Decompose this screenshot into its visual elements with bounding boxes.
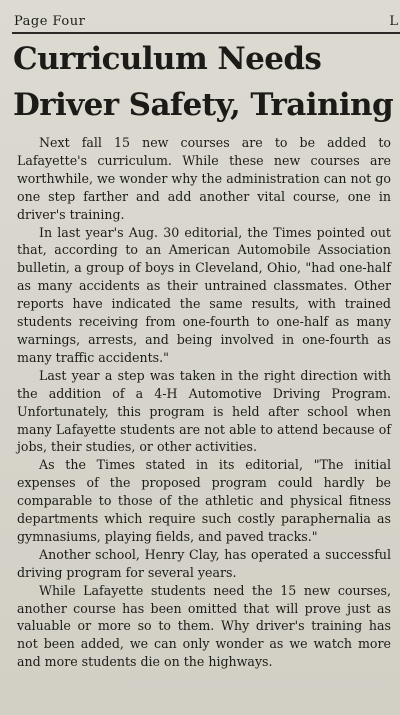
article-paragraph: Another school, Henry Clay, has operated a successful driving program for several years. xyxy=(17,546,391,580)
article-paragraph: As the Times stated in its editorial, "The initial expenses of the proposed program could hardly be comparable to those of the athletic and physical fitness departments which require such costly paraphernalia as gymnasiums, playing fields, and paved tracks." xyxy=(17,457,391,544)
article-paragraph: In last year's Aug. 30 editorial, the Times pointed out that, according to an American Automobile Association bulletin, a group of boys in Cleveland, Ohio, "had one-half as many accidents as their untrained classmates. Other reports have indicated the same results, with trained students receiving from one-fourth to one-half as many warnings, arrests, and being involved in one-fourth as many traffic accidents." xyxy=(17,224,391,365)
article-paragraph: Next fall 15 new courses are to be added to Lafayette's curriculum. While these new courses are worthwhile, we wonder why the administration can not go one step farther and add another vital course, one in driver's training. xyxy=(17,135,391,222)
editorial-headline xyxy=(13,36,398,128)
page-header xyxy=(12,10,400,34)
editorial-body xyxy=(17,134,391,671)
headline-line-2: Driver Safety, Training xyxy=(13,87,394,123)
article-paragraph: While Lafayette students need the 15 new courses, another course has been omitted that will prove just as valuable or more so to them. Why driver's training has not been added, we can only wonder as we watch more and more students die on the highways. xyxy=(17,582,391,670)
cropped-edge-letter: L xyxy=(389,14,398,29)
headline-line-1: Curriculum Needs xyxy=(13,41,322,77)
article-paragraph: Last year a step was taken in the right direction with the addition of a 4-H Automotive Driving Program. Unfortunately, this program is held after school when many Lafayette students are not able to attend because of jobs, their studies, or other activities. xyxy=(17,367,391,455)
page-number-label: Page Four xyxy=(14,14,86,29)
